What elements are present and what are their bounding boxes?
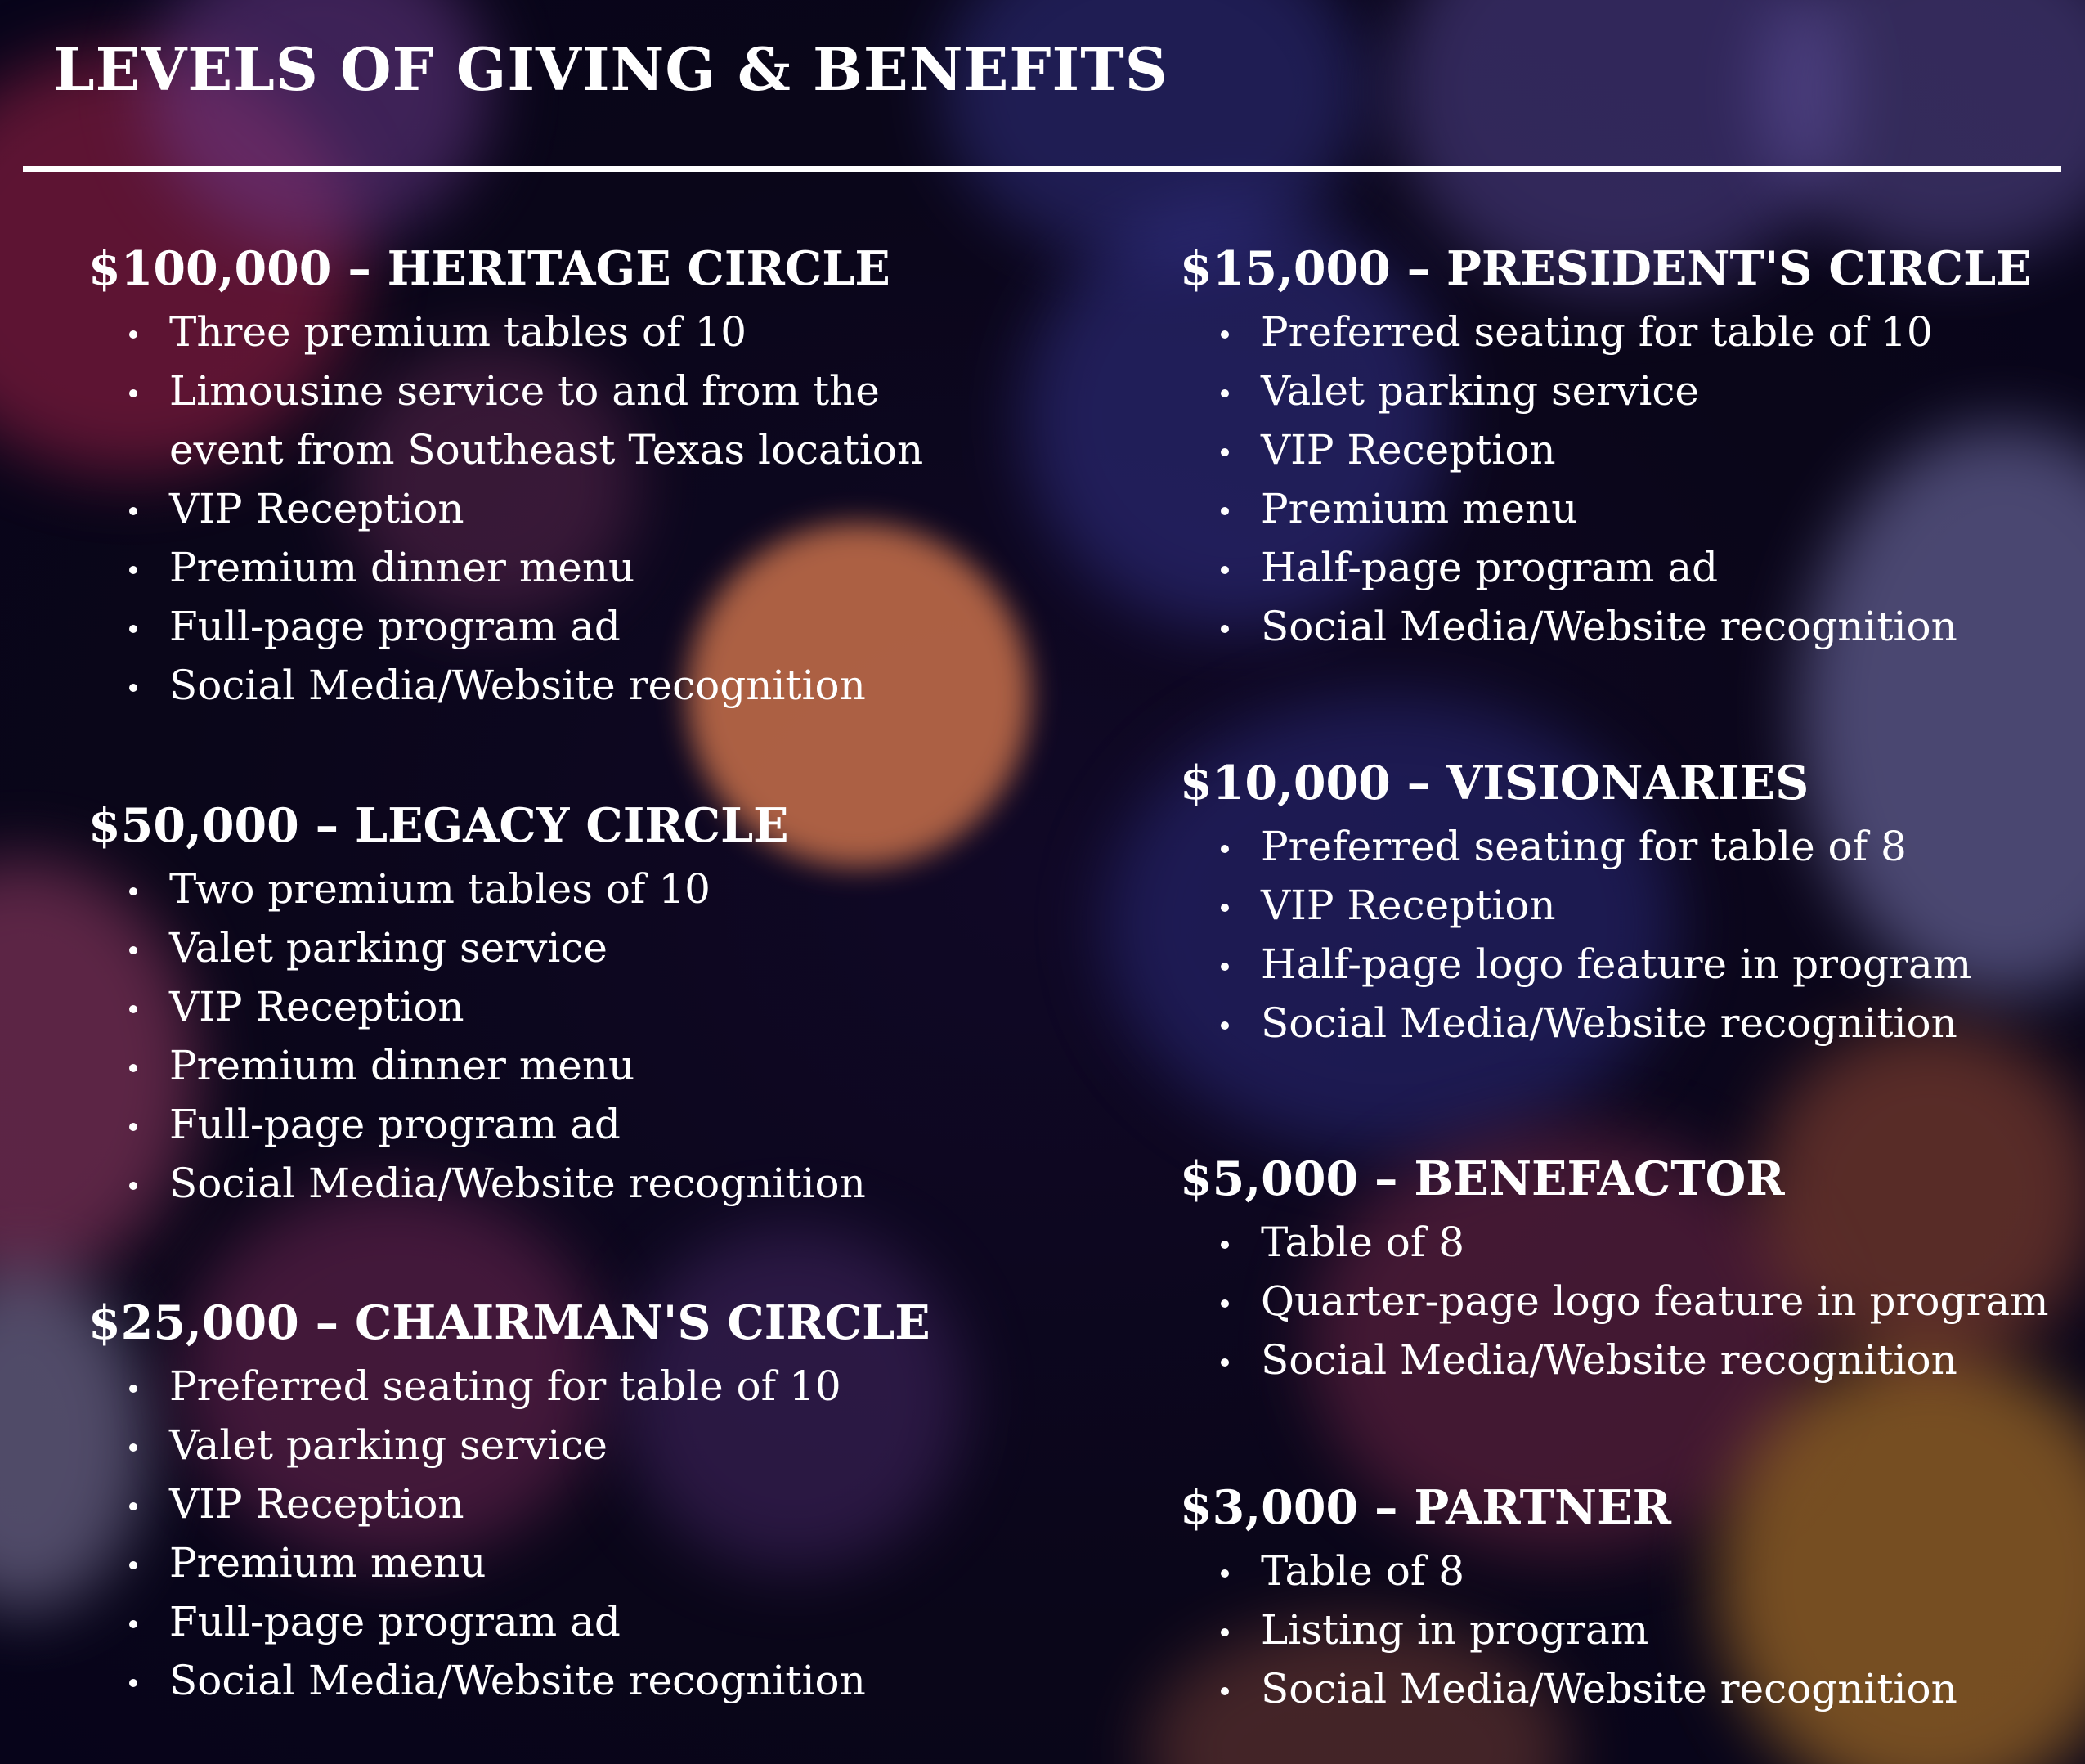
benefit-list (1180, 817, 2063, 1053)
bullet-icon (1221, 1687, 1229, 1695)
benefit-item (88, 597, 1029, 656)
benefit-text: Preferred seating for table of 8 (1261, 823, 1907, 870)
benefit-item (1180, 994, 2063, 1053)
bullet-icon (1221, 1299, 1229, 1308)
benefit-text: Full-page program ad (169, 1101, 621, 1148)
benefit-text: Listing in program (1261, 1606, 1649, 1654)
level-title: $15,000 – PRESIDENT'S CIRCLE (1180, 241, 2032, 296)
benefit-list (88, 860, 1029, 1213)
benefit-text: Social Media/Website recognition (1261, 999, 1957, 1047)
level-partner (1180, 1474, 2063, 1718)
benefit-text: Premium dinner menu (169, 544, 635, 591)
benefit-text: Social Media/Website recognition (1261, 603, 1957, 650)
right-column (1180, 236, 2063, 1718)
bullet-icon (129, 1502, 137, 1510)
bullet-icon (1221, 963, 1229, 971)
benefit-text: Table of 8 (1261, 1219, 1465, 1266)
bullet-icon (1221, 1358, 1229, 1367)
bullet-icon (1221, 566, 1229, 574)
bullet-icon (129, 1620, 137, 1628)
level-visionaries (1180, 750, 2063, 1053)
bullet-icon (129, 946, 137, 954)
benefit-text: Preferred seating for table of 10 (1261, 308, 1933, 356)
level-legacy-circle (88, 792, 1029, 1213)
benefit-text: Full-page program ad (169, 603, 621, 650)
level-benefactor (1180, 1146, 2063, 1389)
bullet-icon (129, 1561, 137, 1569)
benefit-item (1180, 597, 2063, 656)
bullet-icon (1221, 448, 1229, 456)
benefit-list (88, 303, 1029, 715)
title-divider (23, 166, 2061, 172)
benefit-item (88, 1592, 1029, 1651)
benefit-text: VIP Reception (1261, 882, 1556, 929)
benefit-item (1180, 1600, 2063, 1659)
benefit-item (88, 1651, 1029, 1710)
benefit-list (1180, 303, 2063, 656)
benefit-item (1180, 935, 2063, 994)
benefit-item (1180, 420, 2063, 479)
benefit-text: Half-page logo feature in program (1261, 940, 1972, 988)
level-presidents-circle (1180, 236, 2063, 656)
bullet-icon (1221, 845, 1229, 853)
benefit-item (88, 1154, 1029, 1213)
bullet-icon (1221, 625, 1229, 633)
benefit-item (88, 538, 1029, 597)
bullet-icon (1221, 1021, 1229, 1030)
benefit-text: Premium menu (1261, 485, 1578, 532)
section-spacer (1180, 656, 2063, 750)
benefit-item (1180, 1659, 2063, 1718)
benefit-item (1180, 479, 2063, 538)
benefit-text: Social Media/Website recognition (1261, 1665, 1957, 1712)
page-title: LEVELS OF GIVING & BENEFITS (53, 34, 1168, 104)
benefit-text: Three premium tables of 10 (169, 308, 747, 356)
benefit-text: Preferred seating for table of 10 (169, 1362, 841, 1410)
benefit-list (1180, 1213, 2063, 1389)
bullet-icon (1221, 904, 1229, 912)
benefit-text: VIP Reception (169, 983, 464, 1030)
bullet-icon (1221, 1569, 1229, 1578)
benefit-item (1180, 876, 2063, 935)
bullet-icon (129, 1064, 137, 1072)
benefit-item (1180, 1213, 2063, 1272)
left-column (88, 236, 1029, 1710)
benefit-item (1180, 538, 2063, 597)
level-title: $25,000 – CHAIRMAN'S CIRCLE (88, 1295, 930, 1350)
benefit-item (1180, 361, 2063, 420)
bullet-icon (129, 625, 137, 633)
benefit-list (88, 1357, 1029, 1710)
benefit-text: Social Media/Website recognition (169, 1160, 866, 1207)
benefit-text: Limousine service to and from the (169, 367, 880, 415)
benefit-item (1180, 1331, 2063, 1389)
level-title: $50,000 – LEGACY CIRCLE (88, 798, 789, 853)
benefit-text: Premium menu (169, 1539, 486, 1587)
benefit-item (88, 479, 1029, 538)
benefit-item (1180, 817, 2063, 876)
bullet-icon (129, 566, 137, 574)
benefit-item (88, 1357, 1029, 1416)
benefit-text: Quarter-page logo feature in program (1261, 1277, 2049, 1325)
benefit-list (1180, 1542, 2063, 1718)
benefit-text: Premium dinner menu (169, 1042, 635, 1089)
benefit-text: Two premium tables of 10 (169, 865, 711, 913)
benefit-item (88, 1036, 1029, 1095)
bullet-icon (129, 1123, 137, 1131)
benefit-text-continuation: event from Southeast Texas location (169, 426, 924, 474)
benefit-item (1180, 1542, 2063, 1600)
bullet-icon (1221, 1241, 1229, 1249)
bullet-icon (129, 1443, 137, 1452)
bullet-icon (129, 1182, 137, 1190)
benefit-text: Valet parking service (169, 1421, 608, 1469)
benefit-text: VIP Reception (169, 1480, 464, 1528)
section-spacer (1180, 1053, 2063, 1146)
level-title: $5,000 – BENEFACTOR (1180, 1151, 1785, 1206)
benefit-text: Table of 8 (1261, 1547, 1465, 1595)
bullet-icon (129, 684, 137, 692)
benefit-item (88, 303, 1029, 361)
section-spacer (88, 715, 1029, 792)
level-title: $3,000 – PARTNER (1180, 1480, 1671, 1535)
benefit-item (88, 1533, 1029, 1592)
bullet-icon (129, 507, 137, 515)
benefit-item (88, 1416, 1029, 1474)
bullet-icon (1221, 330, 1229, 339)
bullet-icon (129, 1385, 137, 1393)
benefit-item (1180, 1272, 2063, 1331)
bullet-icon (1221, 1628, 1229, 1636)
benefit-text: Half-page program ad (1261, 544, 1719, 591)
bullet-icon (129, 887, 137, 895)
benefit-text: Social Media/Website recognition (169, 1657, 866, 1704)
level-chairmans-circle (88, 1290, 1029, 1710)
section-spacer (88, 1213, 1029, 1290)
benefit-text: Valet parking service (169, 924, 608, 972)
benefit-item (88, 860, 1029, 918)
benefit-item (88, 977, 1029, 1036)
benefit-item (88, 918, 1029, 977)
benefit-text: VIP Reception (169, 485, 464, 532)
benefit-text: VIP Reception (1261, 426, 1556, 474)
section-spacer (1180, 1389, 2063, 1474)
bullet-icon (129, 1005, 137, 1013)
benefit-text: Full-page program ad (169, 1598, 621, 1645)
bullet-icon (129, 330, 137, 339)
benefit-item (88, 1095, 1029, 1154)
bullet-icon (129, 389, 137, 397)
level-heritage-circle (88, 236, 1029, 715)
benefit-item (88, 656, 1029, 715)
benefit-item (1180, 303, 2063, 361)
benefit-item (88, 1474, 1029, 1533)
benefit-text: Valet parking service (1261, 367, 1699, 415)
level-title: $100,000 – HERITAGE CIRCLE (88, 241, 890, 296)
benefit-item (88, 361, 1029, 479)
level-title: $10,000 – VISIONARIES (1180, 756, 1809, 810)
bullet-icon (1221, 389, 1229, 397)
benefit-text: Social Media/Website recognition (1261, 1336, 1957, 1384)
benefit-text: Social Media/Website recognition (169, 662, 866, 709)
bullet-icon (1221, 507, 1229, 515)
bullet-icon (129, 1679, 137, 1687)
